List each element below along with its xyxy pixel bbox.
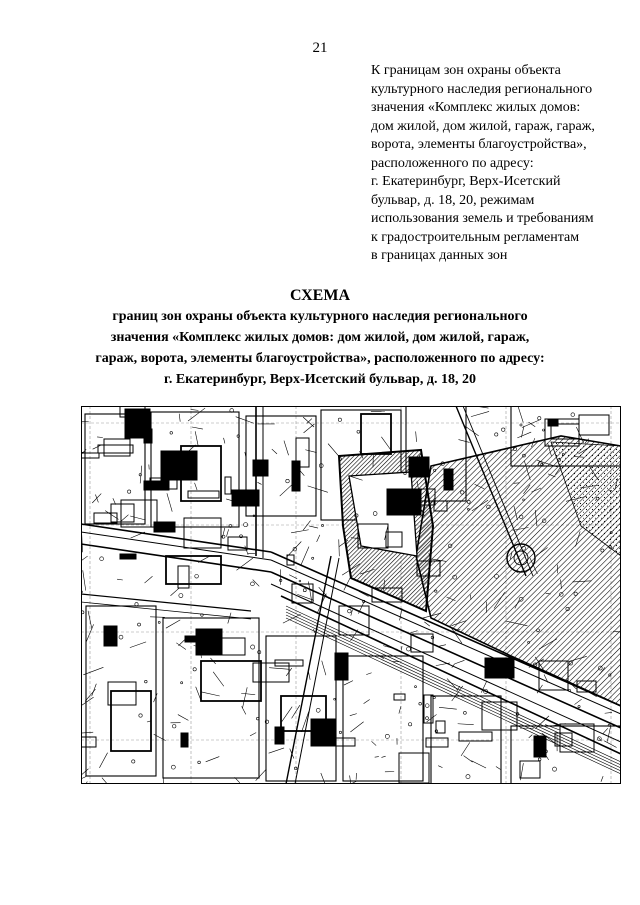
- building: [275, 727, 284, 744]
- scheme-title-line: г. Екатеринбург, Верх-Исетский бульвар, д. 18, 20: [164, 372, 476, 387]
- building: [154, 522, 175, 532]
- annex-caption-line: расположенного по адресу:: [371, 155, 534, 171]
- annex-caption: [371, 62, 621, 266]
- annex-caption-line: использования земель и требованиям: [371, 211, 594, 226]
- building: [196, 629, 222, 655]
- annex-caption-line: дом жилой, дом жилой, гараж, гараж,: [371, 118, 595, 134]
- scheme-heading: СХЕМА: [289, 287, 351, 304]
- annex-caption-line: К границам зон охраны объекта: [371, 63, 561, 78]
- building: [144, 429, 152, 443]
- site-plan-map-drawing: [81, 406, 621, 784]
- scheme-title-block: [0, 286, 640, 390]
- building: [185, 636, 195, 642]
- building: [120, 554, 136, 559]
- page-number: 21: [312, 40, 328, 56]
- site-plan-map: [81, 406, 621, 784]
- annex-caption-line: к градостроительным регламентам: [371, 229, 580, 245]
- building: [104, 626, 117, 646]
- building: [444, 469, 453, 490]
- building: [232, 490, 259, 506]
- building: [534, 736, 546, 757]
- building: [548, 419, 558, 426]
- building: [161, 451, 197, 480]
- scheme-title-line: значения «Комплекс жилых домов: дом жилой, дом жилой, гараж,: [110, 330, 530, 345]
- building: [253, 460, 268, 476]
- annex-caption-line: в границах данных зон: [371, 248, 508, 263]
- building: [181, 733, 188, 747]
- annex-caption-line: культурного наследия регионального: [371, 81, 593, 97]
- scheme-title-line: границ зон охраны объекта культурного наследия регионального: [112, 309, 528, 324]
- building: [387, 489, 421, 515]
- building: [311, 719, 335, 746]
- annex-caption-line: бульвар, д. 18, 20, режимам: [371, 192, 535, 208]
- annex-caption-line: г. Екатеринбург, Верх-Исетский: [371, 174, 561, 189]
- building: [144, 481, 169, 490]
- building: [409, 457, 429, 477]
- annex-caption-line: значения «Комплекс жилых домов:: [371, 100, 581, 115]
- annex-caption-line: ворота, элементы благоустройства»,: [371, 137, 587, 152]
- building: [335, 653, 348, 680]
- scheme-title-line: гараж, ворота, элементы благоустройства», расположенного по адресу:: [95, 351, 545, 366]
